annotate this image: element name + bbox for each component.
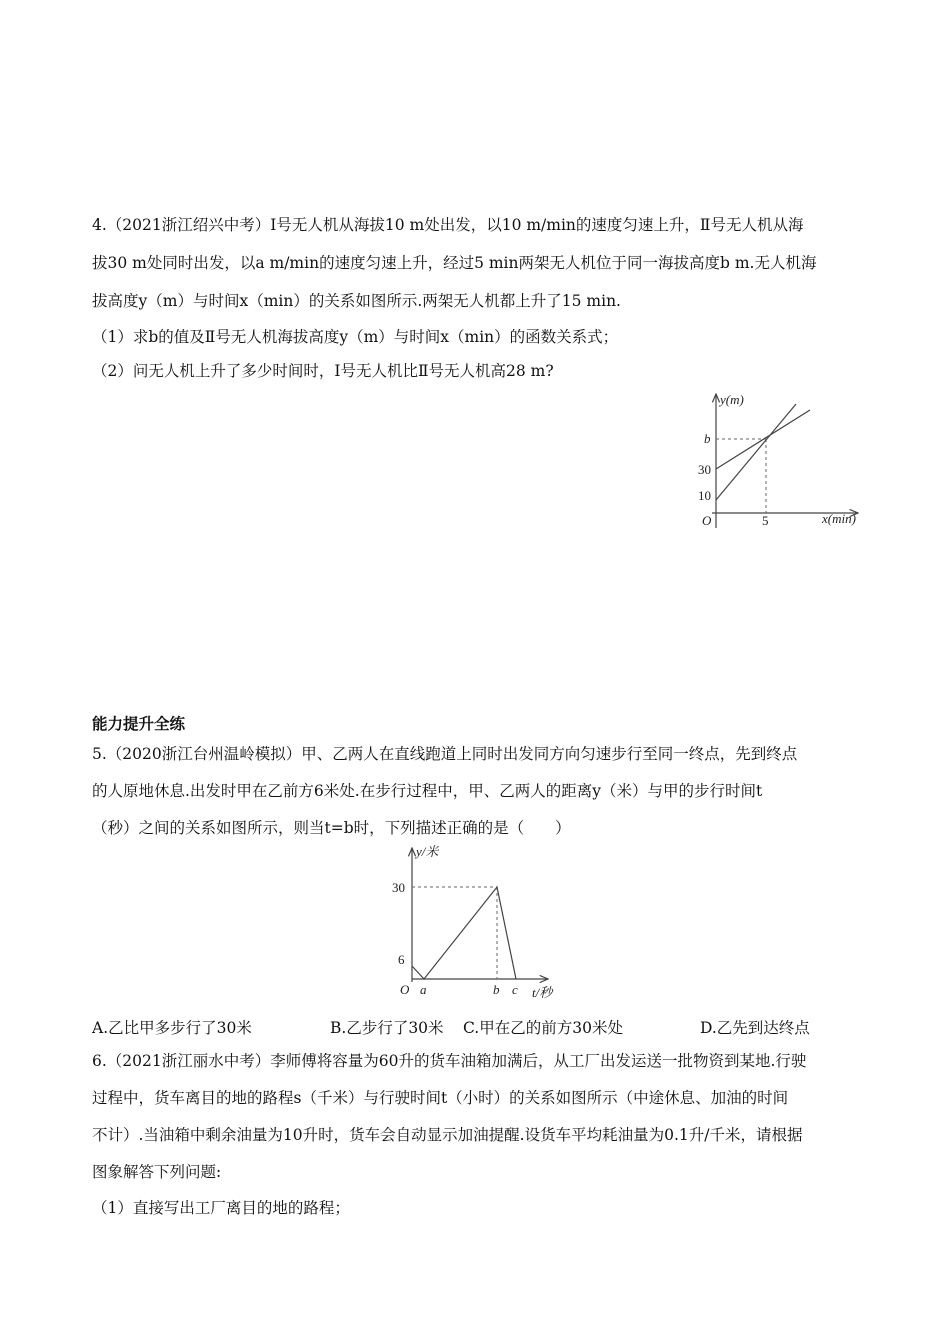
- section-title: 能力提升全练: [92, 715, 186, 733]
- q6-line-4: 图象解答下列问题:: [92, 1163, 222, 1181]
- q5-line-1: 5.（2020浙江台州温岭模拟）甲、乙两人在直线跑道上同时出发同方向匀速步行至同一终点，先到终点: [92, 745, 798, 763]
- q4-line-3: 拔高度y（m）与时间x（min）的关系如图所示.两架无人机都上升了15 min.: [92, 292, 621, 310]
- q5-tick-b: b: [493, 982, 500, 997]
- q5-tick-c: c: [512, 982, 518, 997]
- q5-line-3: （秒）之间的关系如图所示，则当t=b时，下列描述正确的是（ ）: [92, 819, 571, 837]
- q4-line-drone-1: [716, 404, 796, 500]
- q4-figure: [690, 388, 870, 538]
- q5-option-d: D.乙先到达终点: [700, 1019, 810, 1037]
- q4-origin: O: [702, 513, 712, 528]
- q6-line-3: 不计）.当油箱中剩余油量为10升时，货车会自动显示加油提醒.设货车平均耗油量为0.1升/千米，请根据: [92, 1126, 803, 1144]
- q4-tick-10: 10: [698, 488, 711, 503]
- q4-line-5: （2）问无人机上升了多少时间时，Ⅰ号无人机比Ⅱ号无人机高28 m?: [92, 362, 554, 380]
- q6-line-5: （1）直接写出工厂离目的地的路程；: [92, 1199, 350, 1217]
- q5-line-2: 的人原地休息.出发时甲在乙前方6米处.在步行过程中，甲、乙两人的距离y（米）与甲的步行时间t: [92, 782, 763, 800]
- q6-line-2: 过程中，货车离目的地的路程s（千米）与行驶时间t（小时）的关系如图所示（中途休息、加油的时间: [92, 1089, 789, 1107]
- q4-x-label: x(min): [822, 511, 856, 526]
- q5-option-a: A.乙比甲多步行了30米: [92, 1019, 252, 1037]
- q6-line-1: 6.（2021浙江丽水中考）李师傅将容量为60升的货车油箱加满后，从工厂出发运送一批物资到某地.行驶: [92, 1052, 807, 1070]
- q5-distance-line: [412, 887, 516, 979]
- q4-tick-5: 5: [762, 513, 769, 528]
- q4-line-4: （1）求b的值及Ⅱ号无人机海拔高度y（m）与时间x（min）的函数关系式；: [92, 328, 619, 346]
- q5-y-label: y/米: [416, 844, 439, 859]
- q5-x-label: t/秒: [532, 985, 553, 1000]
- q5-origin: O: [400, 982, 410, 997]
- q5-graph: [390, 842, 570, 1002]
- q4-graph: [690, 388, 870, 538]
- q4-y-label: y(m): [720, 392, 744, 407]
- q4-line-2: 拔30 m处同时出发，以a m/min的速度匀速上升，经过5 min两架无人机位于同一海拔高度b m.无人机海: [92, 254, 817, 272]
- q4-line-1: 4.（2021浙江绍兴中考）Ⅰ号无人机从海拔10 m处出发，以10 m/min的速度匀速上升，Ⅱ号无人机从海: [92, 216, 804, 234]
- q4-tick-30: 30: [698, 462, 711, 477]
- q5-tick-30: 30: [392, 880, 405, 895]
- q5-figure: [390, 842, 570, 1002]
- q5-option-b: B.乙步行了30米: [330, 1019, 444, 1037]
- q5-tick-a: a: [420, 982, 427, 997]
- q4-tick-b: b: [704, 431, 711, 446]
- q5-option-c: C.甲在乙的前方30米处: [463, 1019, 623, 1037]
- q5-tick-6: 6: [398, 952, 405, 967]
